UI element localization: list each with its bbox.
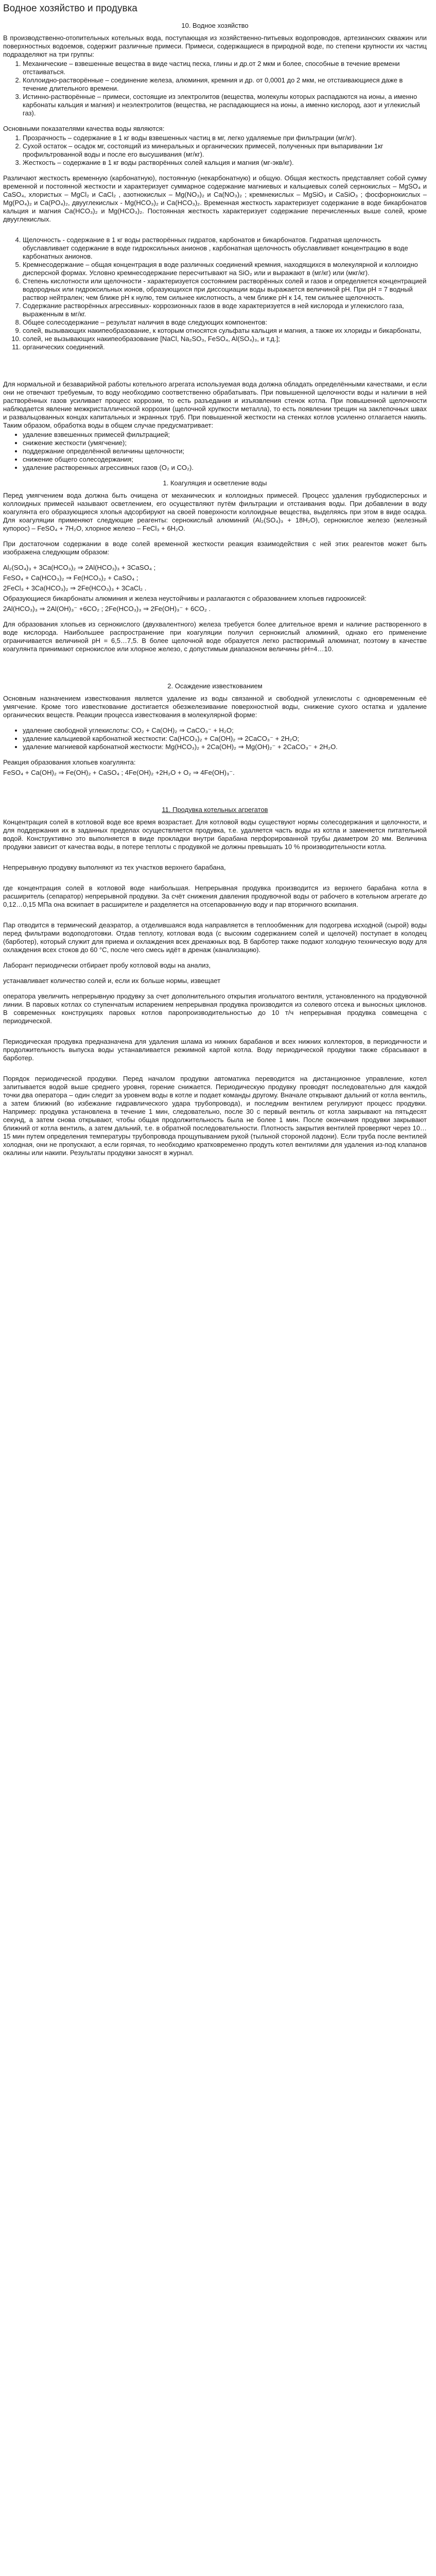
list-item: 1. Прозрачность – содержание в 1 кг воды взвешенных частиц в мг, легко удаляемые при фильтрации (мг/кг). xyxy=(23,134,427,142)
list-item: • поддержание определённой величины щелочности; xyxy=(23,447,427,455)
formula-line: FeSO₄ + Ca(OH)₂ ⇒ Fe(OH)₂ + CaSO₄ ; 4Fe(OH)₂ +2H₂O + O₂ ⇒ 4Fe(OH)₃⁻. xyxy=(3,769,235,776)
section-1-heading: 1. Коагуляция и осветление воды xyxy=(163,479,267,487)
document-page xyxy=(0,0,430,1170)
blowdown-paragraph-5: Лаборант периодически отбирает пробу котловой воды на анализ, xyxy=(3,961,211,969)
list-item: 7. Содержание растворённых агрессивных- коррозионных газов в воде характеризуется в ней кислорода и углекислого газа, выраженным в мг/кг. xyxy=(23,302,427,318)
impurity-groups-list xyxy=(3,60,427,117)
intro-paragraph: В производственно-отопительных котельных вода, поступающая из хозяйственно-питьевых водопроводов, артезианских скважин или поверхностных водоемов, содержит различные примеси. Примеси, содержащиеся в природной воде, по степени крупности их частиц подразделяют на три группы: xyxy=(3,34,427,58)
liming-paragraph-1: Основным назначением известкования является удаление из воды связанной и свободной углекислоты с одновременным её умягчение. Кроме того известкование достигается обезжелезивание поверхностной воды, снижение сухого остатка и удаление органических веществ. Реакции процесса известкования в молекулярной форме: xyxy=(3,694,427,719)
section-10-heading: 10. Водное хозяйство xyxy=(181,22,249,29)
list-item: • удаление свободной углекислоты: CO₂ + Ca(OH)₂ ⇒ CaCO₃⁻ + H₂O; xyxy=(23,726,427,735)
blowdown-paragraph-8: Периодическая продувка предназначена для удаления шлама из нижних барабанов и всех нижних коллекторов, в периодичности и продолжительность выпуска воды устанавливается режимной картой котла. Воду периодической продувки также сбрасывают в барботер. xyxy=(3,1038,427,1062)
list-item: 4. Щелочность - содержание в 1 кг воды растворённых гидратов, карбонатов и бикарбонатов. Гидратная щелочность обуславливает содержание в воде гидроксильных анионов , карбонатная щелочность обуславливает концентрацию в воде карбонатных анионов. xyxy=(23,236,427,261)
list-item: 2. Сухой остаток – осадок мг, состоящий из минеральных и органических примесей, полученных при выпаривании 1кг профильтрованной воды и после его высушивания (мг/кг). xyxy=(23,142,427,159)
blowdown-paragraph-3: где концентрация солей в котловой воде наибольшая. Непрерывная продувка производится из верхнего барабана котла в расширитель (сепаратор) непрерывной продувки. За счёт снижения давления продувочной воды от рабочего в котельном агрегате до 0,12…0,15 МПа она вскипает в расширителе и разделяется на отсепарованную воду и пар вторичного вскипания. xyxy=(3,884,427,908)
list-item: • снижение общего солесодержания; xyxy=(23,455,427,464)
coagulation-paragraph-2: При достаточном содержании в воде солей временной жесткости реакция взаимодействия с ней этих реагентов может быть изображена следующим образом: xyxy=(3,540,427,556)
formula-line: Al₂(SO₄)₃ + 3Ca(HCO₃)₂ ⇒ 2Al(HCO₃)₃ + 3CaSO₄ ; xyxy=(3,564,156,571)
list-item: • удаление кальциевой карбонатной жесткости: Ca(HCO₃)₂ + Ca(OH)₂ ⇒ 2CaCO₃⁻ + 2H₂O; xyxy=(23,735,427,743)
coagulation-paragraph-4: Для образования хлопьев из сернокислого (двухвалентного) железа требуется более длительное время и наличие растворенного в воде кислорода. Наибольшее распространение при коагуляции получил сернокислый алюминий, однако его применение ограничивается величиной pH = 6,5…7,5. В более щелочной воде образуется легко растворимый алюминат, поэтому в качестве коагулянта принимают сернокислое или хлорное железо, с допустимым диапазоном величины pH=4…10. xyxy=(3,620,427,653)
list-item: • удаление взвешенных примесей фильтрацией; xyxy=(23,431,427,439)
list-item: 9. солей, вызывающих накипеобразование, к которым относятся сульфаты кальция и магния, а также их хлориды и бикарбонаты, xyxy=(23,327,427,335)
indicators-list-continued xyxy=(3,236,427,351)
list-item: 10. солей, не вызывающих накипеобразование [NaCl, Na₂SO₃, FeSO₄, Al(SO₄)₃, и т.д.]; xyxy=(23,335,427,343)
list-item: • удаление растворенных агрессивных газов (O₂ и CO₂). xyxy=(23,464,427,472)
list-item: 8. Общее солесодержание – результат наличия в воде следующих компонентов: xyxy=(23,318,427,327)
indicators-list xyxy=(3,134,427,167)
page-title: Водное хозяйство и продувка xyxy=(3,3,137,14)
formula-line: 2FeCl₃ + 3Ca(HCO₃)₂ ⇒ 2Fe(HCO₃)₃ + 3CaCl₂ . xyxy=(3,584,147,592)
list-item: • удаление магниевой карбонатной жесткости: Mg(HCO₃)₂ + 2Ca(OH)₂ ⇒ Mg(OH)₂⁻ + 2CaCO₃⁻ + 2H₂O. xyxy=(23,743,427,751)
coagulation-paragraph-3: Образующиеся бикарбонаты алюминия и железа неустойчивы и разлагаются с образованием хлопьев гидроокисей: xyxy=(3,595,367,602)
list-item: 5. Кремнесодержание – общая концентрация в воде различных соединений кремния, находящихся в молекулярной и коллоидно дисперсной формах. Условно кремнесодержание пересчитывают на SiO₂ или и выражают в (мг/кг) или (мкг/кг). xyxy=(23,261,427,277)
list-item: 2. Коллоидно-растворённые – соединение железа, алюминия, кремния и др. от 0,0001 до 2 мкм, не отстаивающиеся даже в течение длительного времени. xyxy=(23,76,427,93)
section-11-heading: 11. Продувка котельных агрегатов xyxy=(162,806,268,814)
blowdown-paragraph-1: Концентрация солей в котловой воде все время возрастает. Для котловой воды существуют нормы солесодержания и щелочности, и для поддержания их в заданных пределах осуществляется продувка, т.е. удаляется часть воды из котла и заменяется питательной водой. Конструктивно это выполняется в виде прокладки внутри барабана перфорированной трубы диаметром 20 мм. Величина продувки зависит от качества воды, в потере теплоты с продувкой не должны превышать 10 % производительности котла. xyxy=(3,818,427,851)
list-item: 3. Жесткость – содержание в 1 кг воды растворённых солей кальция и магния (мг-экв/кг). xyxy=(23,159,427,167)
hardness-paragraph: Различают жесткость временную (карбонатную), постоянную (некарбонатную) и общую. Общая жесткость представляет собой сумму временной и постоянной жесткости и характеризует суммарное содержание магниевых и кальциевых солей сернокислых – MgSO₄ и CaSO₄, хлористых – MgCl₂ и CaCl₂ , азотнокислых – Mg(NO₃)₂ и Ca(NO₃)₂ ; кремнекислых – MgSiO₃ и CaSiO₃ ; фосфорнокислых – Mg(PO₄)₂ и Ca(PO₄)₂, двууглекислых - Mg(HCO₃)₂ и Ca(HCO₃)₂. Временная жесткость характеризует содержание в воде бикарбонатов кальция и магния Ca(HCO₃)₂ и Mg(HCO₃)₂. Постоянная жесткость характеризует содержание перечисленных выше солей, кроме двууглекислых. xyxy=(3,174,427,223)
indicators-intro: Основными показателями качества воды являются: xyxy=(3,125,165,132)
liming-reactions-list xyxy=(3,726,427,751)
list-item: 6. Степень кислотности или щелочности - характеризуется состоянием растворённых солей и газов и определяется концентрацией водородных или гидроксильных ионов, образующихся при диссоциации воды выражается величиной pH. При pH = 7 водный раствор нейтрален; чем ближе pH к нулю, тем сильнее кислотность, а чем ближе pH к 14, тем сильнее щелочность. xyxy=(23,277,427,302)
blowdown-paragraph-7: оператора увеличить непрерывную продувку за счет дополнительного открытия игольчатого вентиля, установленного на продувочной линии. В паровых котлах со ступенчатым испарением непрерывная продувка производится из солевого отсека и выносных циклонов. В современных конструкциях паровых котлов паропроизводительностью до 10 т/ч непрерывная продувка совмещена с периодической. xyxy=(3,992,427,1025)
list-item: 3. Истинно-растворённые – примеси, состоящие из электролитов (вещества, молекулы которых распадаются на ионы, а именно карбонаты кальция и магния) и неэлектролитов (вещества, не распадающиеся на ионы, а именно кислород, азот и углекислый газ). xyxy=(23,93,427,117)
blowdown-paragraph-6: устанавливает количество солей и, если их больше нормы, извещает xyxy=(3,977,221,985)
list-item: • снижение жесткости (умягчение); xyxy=(23,439,427,447)
list-item: 11. органических соединений. xyxy=(23,343,427,351)
blowdown-paragraph-4: Пар отводится в термический деаэратор, а отделившаяся вода направляется в теплообменник для подогрева исходной (сырой) воды перед фильтрами водоподготовки. Отдав теплоту, котловая вода (с высоким содержанием солей и щелочей) поступает в колодец (барботер), который служит для приема и охлаждения всех дренажных вод. В барботер также подают холодную техническую воду для охлаждения всех стоков до 60 °C, после чего смесь идёт в дренаж (канализацию). xyxy=(3,921,427,954)
formula-line: FeSO₄ + Ca(HCO₃)₂ ⇒ Fe(HCO₃)₂ + CaSO₄ ; xyxy=(3,574,138,582)
normal-work-paragraph: Для нормальной и безаварийной работы котельного агрегата используемая вода должна обладать определёнными качествами, и если они не отвечают требуемым, то воду необходимо соответственно обрабатывать. При повышенной щелочности воды и наличии в ней растворённых газов усиливает процесс коррозии, то есть разъедания и изъязвления стенок котла. При повышенной щелочности наблюдается явление межкристаллической коррозии (щелочной хрупкости металла), то есть появлении трещин на заклепочных швах и развальцованных концах капитальных и экранных труб. При повышенной жесткости на стенках котлов усиленно отлагается накипь. Таким образом, обработка воды в общем случае предусматривает: xyxy=(3,380,427,429)
formula-line: 2Al(HCO₃)₃ ⇒ 2Al(OH)₃⁻ +6CO₂ ; 2Fe(HCO₃)₃ ⇒ 2Fe(OH)₃⁻ + 6CO₂ . xyxy=(3,605,211,613)
blowdown-paragraph-9: Порядок периодической продувки. Перед началом продувки автоматика переводится на дистанционное управление, котел запитывается водой выше среднего уровня, горение снижается. Периодическую продувку проводят последовательно для каждой точки два оператора – один следит за уровнем воды в котле и подает команды другому. Вначале открывают дальний от котла вентиль, а затем ближний (во избежание гидравлического удара трубопровода), и последним вентилем регулируют процесс продувки. Например: продувка установлена в течение 1 мин, следовательно, после 30 с первый вентиль от котла закрывают на пятьдесят секунд, а затем снова открывают, чтобы общая продолжительность была не более 1 мин. После окончания продувки закрывают ближний от котла вентиль, а затем дальний, т.е. в обратной последовательности. Плотность закрытия вентилей проверяют через 10…15 мин путем определения температуры трубопровода прощупыванием рукой (тыльной стороной ладони). Если труба после вентилей холодная, они не пропускают, а если горячая, то необходимо кратковременно продуть котел вентилями для удаления из-под клапанов окалины или накипи. Результаты продувки заносят в журнал. xyxy=(3,1075,427,1157)
blowdown-paragraph-2: Непрерывную продувку выполняют из тех участков верхнего барабана, xyxy=(3,863,226,871)
liming-paragraph-2: Реакция образования хлопьев коагулянта: xyxy=(3,758,136,766)
section-2-heading: 2. Осаждение известкованием xyxy=(167,682,263,690)
coagulation-paragraph-1: Перед умягчением вода должна быть очищена от механических и коллоидных примесей. Процесс удаления грубодисперсных и коллоидных примесей называют осветлением, его осуществляют путём фильтрации и отстаивания воды. При добавлении в воду коагулянта его образующиеся хлопья адсорбируют на своей поверхности коллоидные вещества, выделяясь при этом в виде осадка. Для коагуляции применяют следующие реагенты: сернокислый алюминий (Al₂(SO₄)₃ + 18H₂O), сернокислое железо (железный купорос) – FeSO₄ + 7H₂O, хлорное железо – FeCl₃ + 6H₂O. xyxy=(3,492,427,532)
treatment-list xyxy=(3,431,427,472)
list-item: 1. Механические – взвешенные вещества в виде частиц песка, глины и др.от 2 мкм и более, способные в течение времени отстаиваться. xyxy=(23,60,427,76)
